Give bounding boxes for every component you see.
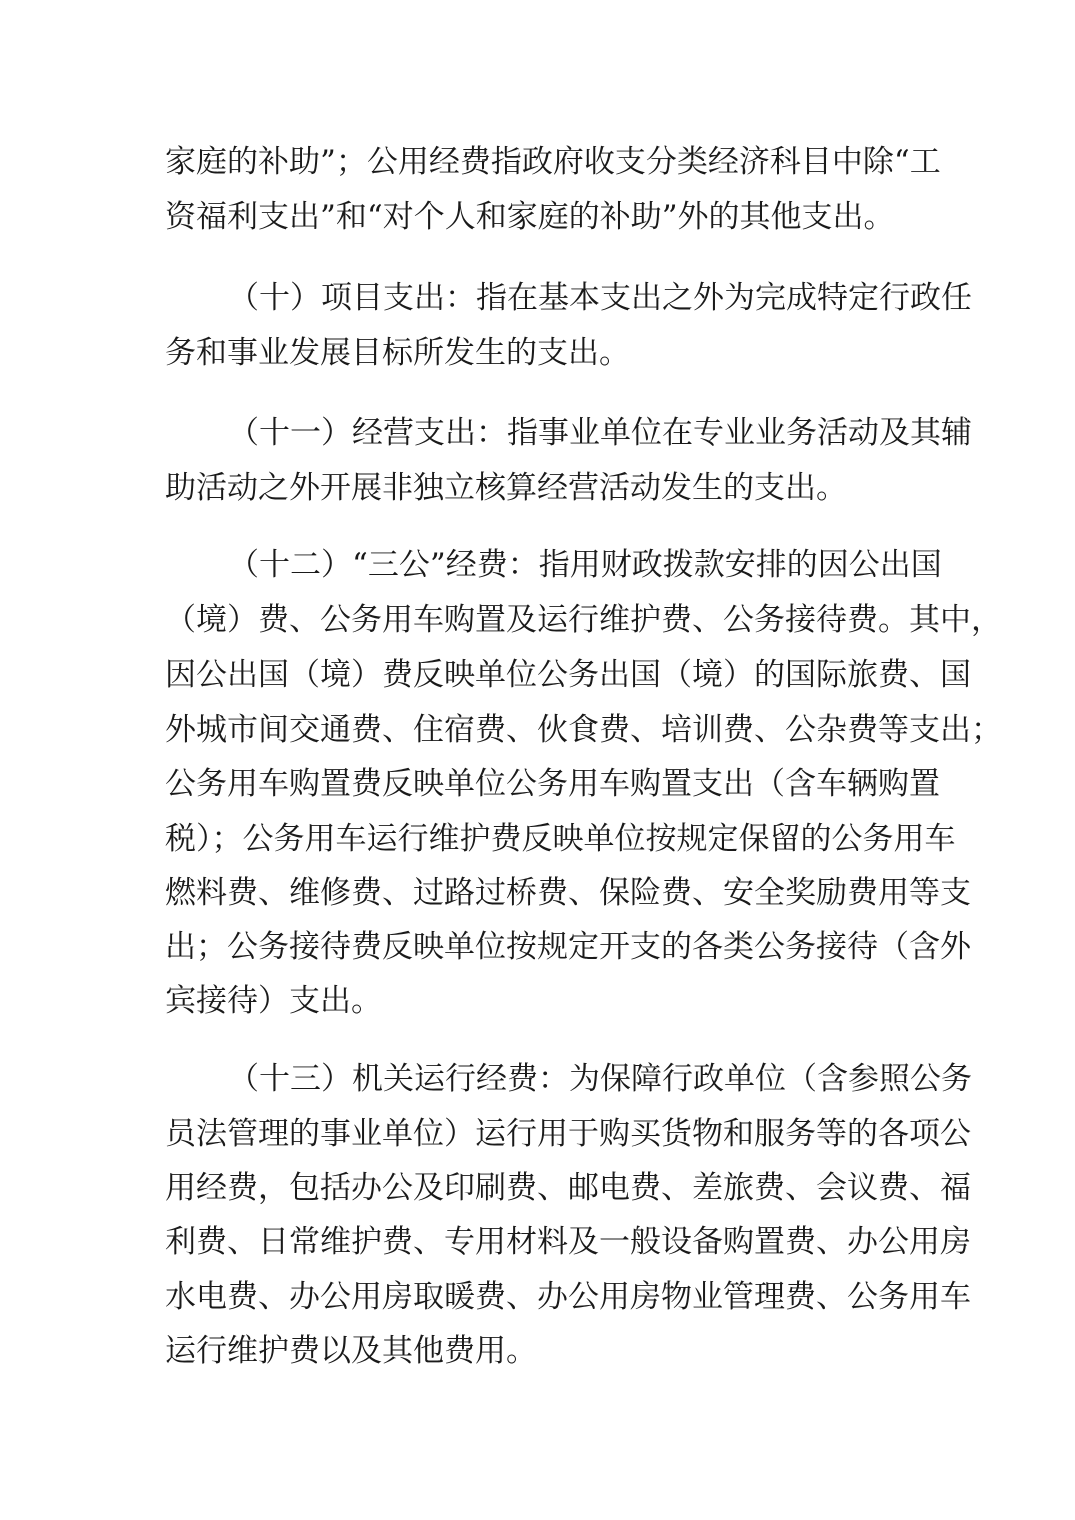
- text-line: 燃料费、维修费、过路过桥费、保险费、安全奖励费用等支: [165, 875, 971, 911]
- text-line: 运行维护费以及其他费用。: [165, 1333, 537, 1369]
- text-line: 宾接待）支出。: [165, 983, 382, 1019]
- text-line: 水电费、办公用房取暖费、办公用房物业管理费、公务用车: [165, 1279, 971, 1315]
- text-line: 因公出国（境）费反映单位公务出国（境）的国际旅费、国: [165, 657, 971, 693]
- text-line: 外城市间交通费、住宿费、伙食费、培训费、公杂费等支出；: [165, 712, 1002, 748]
- text-line: （十一）经营支出：指事业单位在专业业务活动及其辅: [228, 415, 972, 451]
- text-line: 资福利支出”和“对个人和家庭的补助”外的其他支出。: [165, 199, 895, 235]
- text-line: 家庭的补助”；公用经费指政府收支分类经济科目中除“工: [165, 144, 941, 180]
- text-line: （境）费、公务用车购置及运行维护费、公务接待费。其中，: [165, 602, 1002, 638]
- text-line: （十二）“三公”经费：指用财政拨款安排的因公出国: [228, 547, 942, 583]
- text-line: 税）；公务用车运行维护费反映单位按规定保留的公务用车: [165, 821, 956, 857]
- text-line: （十）项目支出：指在基本支出之外为完成特定行政任: [228, 280, 972, 316]
- text-line: （十三）机关运行经费：为保障行政单位（含参照公务: [228, 1061, 972, 1097]
- text-line: 务和事业发展目标所发生的支出。: [165, 335, 630, 371]
- text-line: 出；公务接待费反映单位按规定开支的各类公务接待（含外: [165, 929, 971, 965]
- text-line: 助活动之外开展非独立核算经营活动发生的支出。: [165, 470, 847, 506]
- text-line: 公务用车购置费反映单位公务用车购置支出（含车辆购置: [165, 766, 940, 802]
- text-line: 员法管理的事业单位）运行用于购买货物和服务等的各项公: [165, 1116, 971, 1152]
- text-line: 用经费，包括办公及印刷费、邮电费、差旅费、会议费、福: [165, 1170, 971, 1206]
- text-line: 利费、日常维护费、专用材料及一般设备购置费、办公用房: [165, 1224, 971, 1260]
